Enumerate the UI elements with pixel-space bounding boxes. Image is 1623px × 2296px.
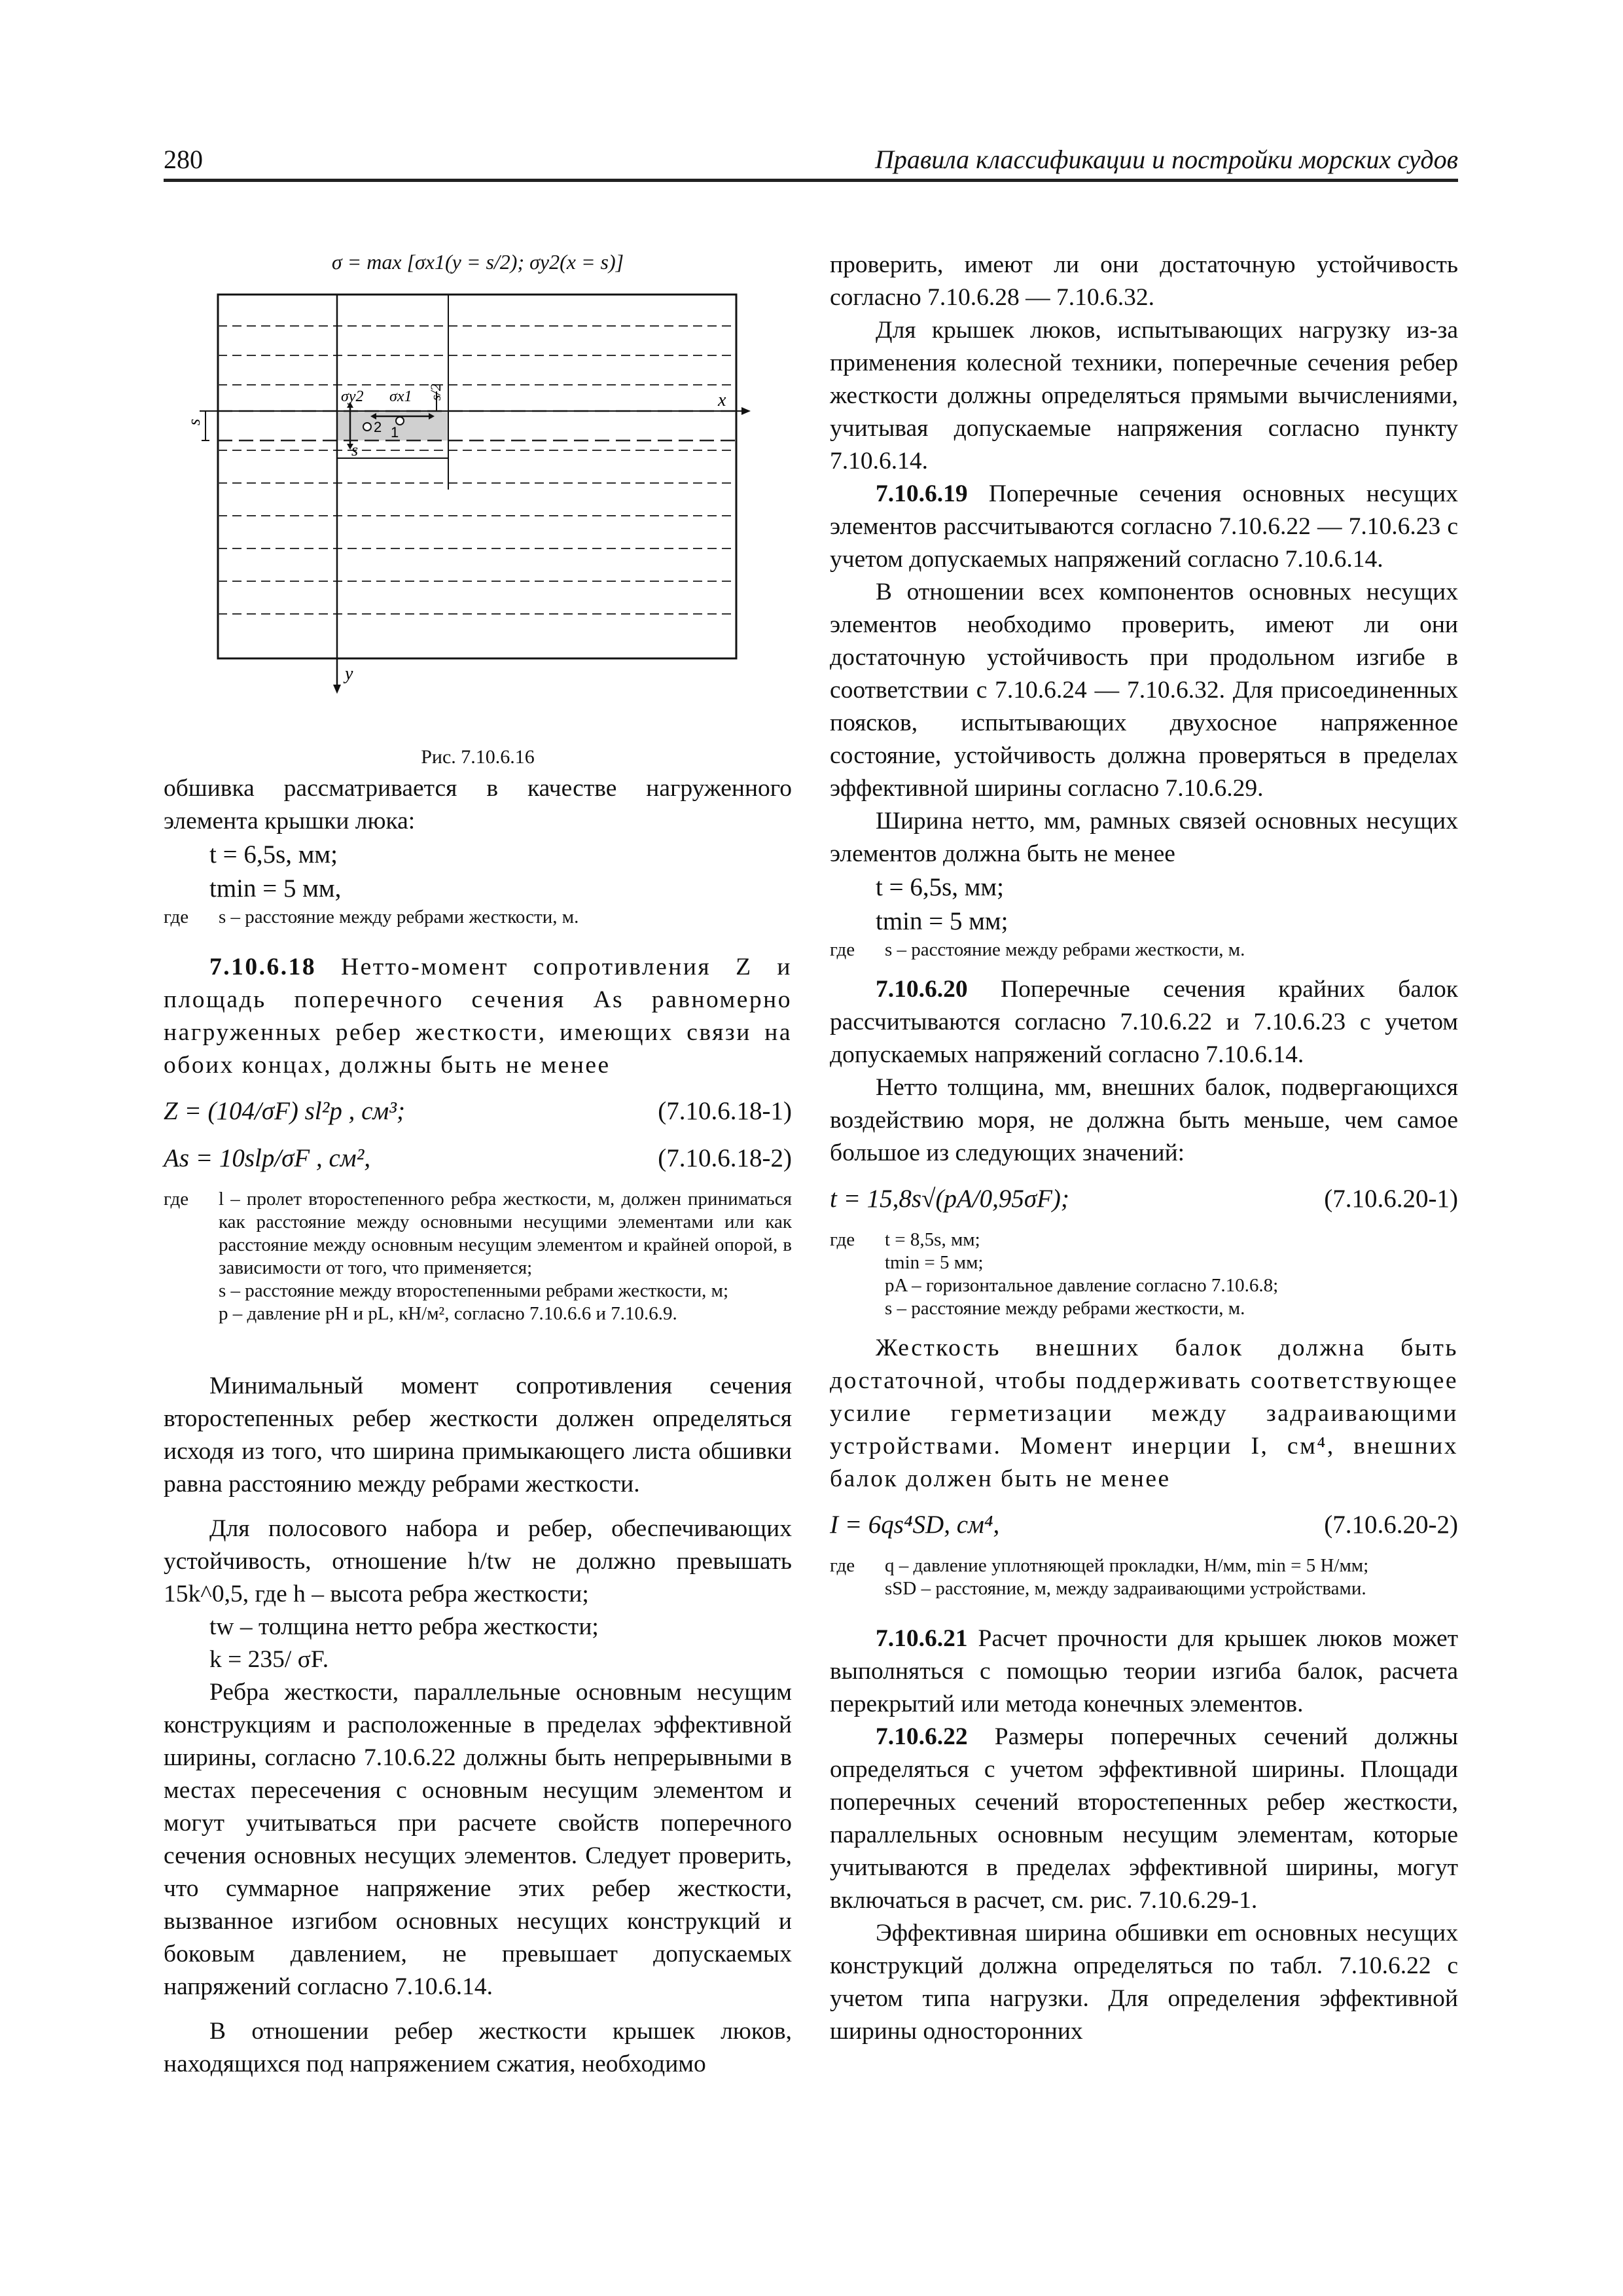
running-title: Правила классификации и постройки морских судов: [874, 145, 1458, 174]
where-key: где: [164, 906, 189, 927]
label-sigma-y2: σy2: [341, 388, 364, 405]
label-s-half: s/2: [427, 384, 444, 401]
where-item: s – расстояние между ребрами жесткости, м.: [885, 1298, 1245, 1319]
equation-number: (7.10.6.20-1): [1324, 1185, 1458, 1213]
section-number: 7.10.6.21: [876, 1625, 968, 1652]
formula-tmin: tmin = 5 мм;: [876, 907, 1008, 935]
label-point-1: 1: [391, 424, 399, 440]
where-item: l – пролет второстепенного ребра жесткости, м, должен приниматься как расстояние между основными несущими элементами или как расстояние между основным несущим элементом и крайней опорой, в зависимости от того, что применяется;: [219, 1189, 792, 1278]
equation-number: (7.10.6.20-2): [1324, 1511, 1458, 1539]
label-point-2: 2: [374, 419, 382, 435]
where-key: где: [830, 1555, 855, 1576]
where-key: где: [830, 1229, 855, 1250]
paragraph: k = 235/ σF.: [209, 1646, 329, 1673]
equation-body: As = 10slp/σF , см²,: [164, 1144, 371, 1172]
equation-number: (7.10.6.18-1): [658, 1097, 792, 1125]
where-block: [830, 1229, 1458, 1320]
where-item: s – расстояние между ребрами жесткости, м.: [219, 906, 579, 927]
equation-7-10-6-20-2: [830, 1507, 1458, 1543]
where-item: pA – горизонтальное давление согласно 7.10.6.8;: [885, 1275, 1279, 1296]
label-s-left: s: [185, 418, 204, 425]
equation-7-10-6-20-1: [830, 1181, 1458, 1217]
section-text: Поперечные сечения основных несущих элементов рассчитываются согласно 7.10.6.22 — 7.10.6.23 с учетом допускаемых напряжений согласно 7.10.6.14.: [830, 480, 1458, 573]
stiffener-grid-diagram: [185, 287, 756, 745]
where-block: [830, 939, 1458, 961]
paragraph: Минимальный момент сопротивления сечения второстепенных ребер жесткости должен определяться исходя из того, что ширина примыкающего листа обшивки равна расстоянию между ребрами жесткости.: [164, 1372, 792, 1498]
where-item: p – давление pH и pL, кН/м², согласно 7.10.6.6 и 7.10.6.9.: [219, 1303, 677, 1324]
right-column: [830, 249, 1458, 2048]
section-number: 7.10.6.19: [876, 480, 968, 507]
label-y-axis: y: [345, 664, 353, 684]
paragraph: Для крышек люков, испытывающих нагрузку из-за применения колесной техники, поперечные сечения ребер жесткости должны определяться прямыми вычислениями, учитывая допускаемые напряжения согласно пункту 7.10.6.14.: [830, 317, 1458, 475]
formula-t: t = 6,5s, мм;: [209, 840, 338, 869]
paragraph: обшивка рассматривается в качестве нагруженного элемента крышки люка:: [164, 775, 792, 834]
where-key: где: [164, 1189, 189, 1210]
where-item: tmin = 5 мм;: [885, 1252, 984, 1273]
section-7-10-6-20: [830, 973, 1458, 1071]
paragraph: Жесткость внешних балок должна быть достаточной, чтобы поддерживать соответствующее усилие герметизации между задраивающими устройствами. Момент инерции I, см⁴, внешних балок должен быть не менее: [830, 1335, 1458, 1492]
figure-7-10-6-16: [164, 249, 792, 772]
equation-number: (7.10.6.18-2): [658, 1144, 792, 1172]
where-item: sSD – расстояние, м, между задраивающими устройствами.: [885, 1578, 1366, 1599]
section-text: Поперечные сечения крайних балок рассчитываются согласно 7.10.6.22 и 7.10.6.23 с учетом допускаемых напряжений согласно 7.10.6.14.: [830, 976, 1458, 1068]
paragraph: Ширина нетто, мм, рамных связей основных несущих элементов должна быть не менее: [830, 808, 1458, 867]
paragraph: Для полосового набора и ребер, обеспечивающих устойчивость, отношение h/tw не должно превышать 15k^0,5, где h – высота ребра жесткости;: [164, 1515, 792, 1607]
label-s-bottom: s: [351, 440, 359, 459]
equation-body: t = 15,8s√(pA/0,95σF);: [830, 1185, 1069, 1213]
where-item: s – расстояние между ребрами жесткости, м.: [885, 939, 1245, 960]
where-block: [830, 1554, 1458, 1600]
section-text: Нетто-момент сопротивления Z и площадь поперечного сечения As равномерно нагруженных ребер жесткости, имеющих связи на обоих концах, должны быть не менее: [164, 954, 792, 1079]
section-text: Размеры поперечных сечений должны определяться с учетом эффективной ширины. Площади поперечных сечений второстепенных ребер жесткости, параллельных основным несущим элементам, которые учитываются в пределах эффективной ширины, могут включаться в расчет, см. рис. 7.10.6.29-1.: [830, 1723, 1458, 1914]
section-number: 7.10.6.18: [209, 954, 317, 980]
section-text: Расчет прочности для крышек люков может выполняться с помощью теории изгиба балок, расчета перекрытий или метода конечных элементов.: [830, 1625, 1458, 1717]
equation-body: I = 6qs⁴SD, см⁴,: [830, 1511, 1000, 1539]
section-7-10-6-19: [830, 478, 1458, 576]
where-item: s – расстояние между второстепенными ребрами жесткости, м;: [219, 1280, 729, 1301]
label-sigma-x1: σx1: [389, 388, 412, 405]
paragraph: Эффективная ширина обшивки em основных несущих конструкций должна определяться по табл. 7.10.6.22 с учетом типа нагрузки. Для определения эффективной ширины односторонних: [830, 1920, 1458, 2045]
equation-7-10-6-18-1: [164, 1094, 792, 1129]
paragraph: tw – толщина нетто ребра жесткости;: [209, 1613, 599, 1640]
section-7-10-6-21: [830, 1623, 1458, 1721]
page-header: [164, 141, 1458, 182]
section-number: 7.10.6.22: [876, 1723, 968, 1750]
figure-title: σ = max [σx1(y = s/2); σy2(x = s)]: [331, 250, 624, 274]
equation-7-10-6-18-2: [164, 1141, 792, 1176]
section-7-10-6-18: [164, 951, 792, 1082]
section-number: 7.10.6.20: [876, 976, 968, 1003]
label-x-axis: x: [718, 390, 726, 410]
where-item: q – давление уплотняющей прокладки, Н/мм, min = 5 Н/мм;: [885, 1555, 1369, 1576]
paragraph: Нетто толщина, мм, внешних балок, подвергающихся воздействию моря, не должна быть меньше, чем самое большое из следующих значений:: [830, 1074, 1458, 1166]
page-number: 280: [164, 145, 203, 174]
where-key: где: [830, 939, 855, 960]
formula-tmin: tmin = 5 мм,: [209, 874, 342, 903]
equation-body: Z = (104/σF) sl²p , см³;: [164, 1097, 405, 1125]
formula-t: t = 6,5s, мм;: [876, 873, 1004, 901]
left-column: [164, 249, 792, 2081]
section-7-10-6-22: [830, 1721, 1458, 1917]
paragraph: Ребра жесткости, параллельные основным несущим конструкциям и расположенные в пределах эффективной ширины, согласно 7.10.6.22 должны быть непрерывными в местах пересечения с основным несущим элементом и могут учитываться при расчете свойств поперечного сечения основных несущих элементов. Следует проверить, что суммарное напряжение этих ребер жесткости, вызванное изгибом основных несущих конструкций и боковым давлением, не превышает допускаемых напряжений согласно 7.10.6.14.: [164, 1679, 792, 2000]
where-block: [164, 906, 792, 929]
where-item: t = 8,5s, мм;: [885, 1229, 980, 1250]
paragraph: проверить, имеют ли они достаточную устойчивость согласно 7.10.6.28 — 7.10.6.32.: [830, 251, 1458, 311]
paragraph: В отношении ребер жесткости крышек люков, находящихся под напряжением сжатия, необходимо: [164, 2018, 792, 2077]
paragraph: В отношении всех компонентов основных несущих элементов необходимо проверить, имеют ли они достаточную устойчивость при продольном изгибе в соответствии с 7.10.6.24 — 7.10.6.32. Для присоединенных поясков, испытывающих двухосное напряженное состояние, устойчивость должна проверяться в пределах эффективной ширины согласно 7.10.6.29.: [830, 579, 1458, 802]
figure-caption: Рис. 7.10.6.16: [421, 746, 535, 768]
where-block: [164, 1188, 792, 1325]
